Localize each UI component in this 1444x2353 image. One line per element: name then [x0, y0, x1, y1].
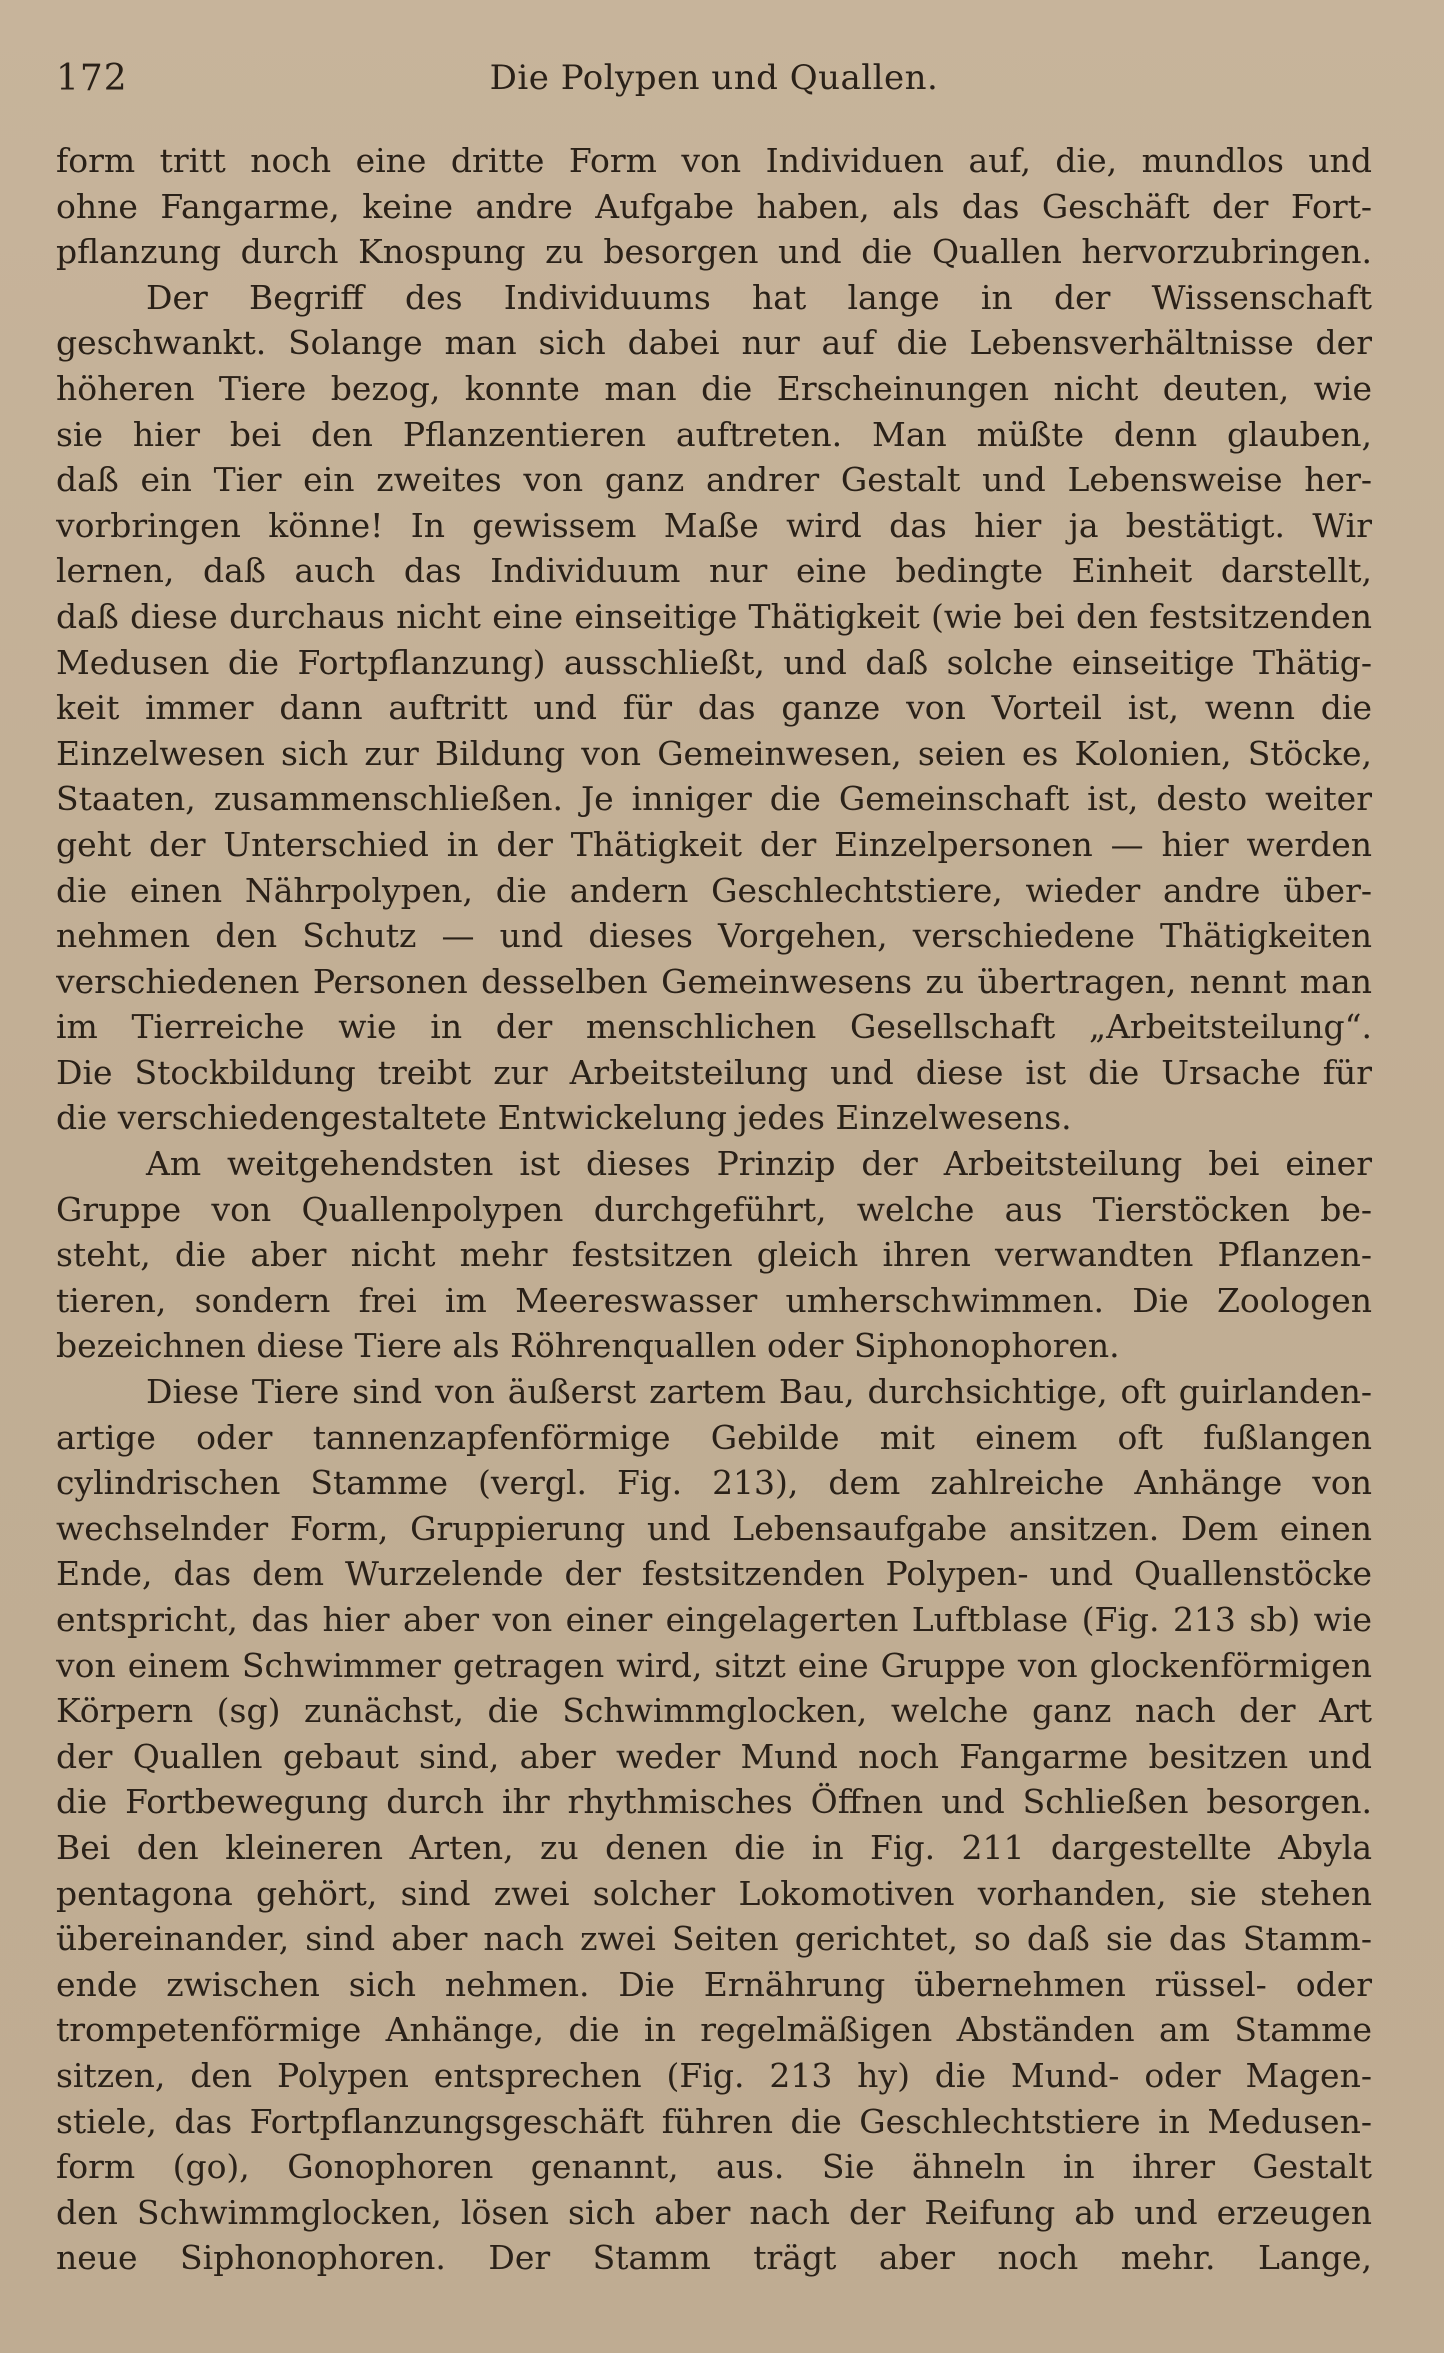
- text-line: cylindrischen Stamme (vergl. Fig. 213), dem zahlreiche Anhänge von: [56, 1463, 1372, 1503]
- text-line: der Quallen gebaut sind, aber weder Mund noch Fangarme besitzen und: [56, 1736, 1372, 1776]
- text-line: artige oder tannenzapfenförmige Gebilde mit einem oft fußlangen: [56, 1417, 1372, 1457]
- text-line: entspricht, das hier aber von einer eingelagerten Luftblase (Fig. 213 sb) wie: [56, 1600, 1372, 1639]
- text-line: Ende, das dem Wurzelende der festsitzenden Polypen- und Quallenstöcke: [56, 1554, 1372, 1594]
- text-line: tieren, sondern frei im Meereswasser umherschwimmen. Die Zoologen: [56, 1280, 1372, 1320]
- text-line: Diese Tiere sind von äußerst zartem Bau, durchsichtige, oft guirlanden-: [146, 1372, 1372, 1412]
- text-line: bezeichnen diese Tiere als Röhrenquallen oder Siphonophoren.: [56, 1326, 1120, 1366]
- text-line: keit immer dann auftritt und für das ganze von Vorteil ist, wenn die: [56, 688, 1372, 728]
- text-line: nehmen den Schutz — und dieses Vorgehen, verschiedene Thätigkeiten: [56, 916, 1372, 956]
- text-line: Körpern (sg) zunächst, die Schwimmglocken, welche ganz nach der Art: [56, 1691, 1372, 1731]
- text-line: neue Siphonophoren. Der Stamm trägt aber noch mehr. Lange,: [56, 2238, 1372, 2278]
- text-line: von einem Schwimmer getragen wird, sitzt eine Gruppe von glockenförmigen: [56, 1645, 1372, 1685]
- text-line: den Schwimmglocken, lösen sich aber nach der Reifung ab und erzeugen: [56, 2192, 1372, 2232]
- text-line: die verschiedengestaltete Entwickelung jedes Einzelwesens.: [56, 1098, 1072, 1138]
- text-line: die Fortbewegung durch ihr rhythmisches Öffnen und Schließen besorgen.: [56, 1782, 1372, 1822]
- running-head: Die Polypen und Quallen.: [489, 58, 939, 98]
- text-line: wechselnder Form, Gruppierung und Lebensaufgabe ansitzen. Dem einen: [56, 1508, 1372, 1548]
- text-line: form (go), Gonophoren genannt, aus. Sie ähneln in ihrer Gestalt: [56, 2147, 1372, 2187]
- text-line: steht, die aber nicht mehr festsitzen gleich ihren verwandten Pflanzen-: [56, 1235, 1372, 1275]
- text-line: Am weitgehendsten ist dieses Prinzip der Arbeitsteilung bei einer: [146, 1144, 1372, 1184]
- text-line: geht der Unterschied in der Thätigkeit der Einzelpersonen — hier werden: [56, 824, 1372, 864]
- page-header: [56, 58, 1372, 108]
- text-line: sitzen, den Polypen entsprechen (Fig. 213 hy) die Mund- oder Magen-: [56, 2055, 1372, 2095]
- text-line: ende zwischen sich nehmen. Die Ernährung übernehmen rüssel- oder: [56, 1964, 1372, 2004]
- text-line: lernen, daß auch das Individuum nur eine bedingte Einheit darstellt,: [56, 551, 1372, 591]
- text-line: daß diese durchaus nicht eine einseitige Thätigkeit (wie bei den festsitzenden: [56, 596, 1372, 636]
- text-line: Bei den kleineren Arten, zu denen die in Fig. 211 dargestellte Abyla: [56, 1827, 1372, 1867]
- page-number: 172: [56, 58, 128, 99]
- text-line: daß ein Tier ein zweites von ganz andrer Gestalt und Lebensweise her-: [56, 460, 1372, 500]
- text-line: pflanzung durch Knospung zu besorgen und die Quallen hervorzubringen.: [56, 232, 1372, 272]
- text-line: im Tierreiche wie in der menschlichen Gesellschaft „Arbeitsteilung“.: [56, 1007, 1372, 1047]
- text-line: ohne Fangarme, keine andre Aufgabe haben, als das Geschäft der Fort-: [56, 186, 1372, 226]
- text-line: höheren Tiere bezog, konnte man die Erscheinungen nicht deuten, wie: [56, 368, 1372, 408]
- text-line: Einzelwesen sich zur Bildung von Gemeinwesen, seien es Kolonien, Stöcke,: [56, 733, 1372, 773]
- text-line: geschwankt. Solange man sich dabei nur auf die Lebensverhältnisse der: [56, 323, 1372, 363]
- body-text: [56, 138, 1372, 2281]
- text-line: trompetenförmige Anhänge, die in regelmäßigen Abständen am Stamme: [56, 2010, 1372, 2050]
- text-line: Medusen die Fortpflanzung) ausschließt, und daß solche einseitige Thätig-: [56, 642, 1372, 682]
- text-line: Gruppe von Quallenpolypen durchgeführt, welche aus Tierstöcken be-: [56, 1189, 1372, 1229]
- text-line: übereinander, sind aber nach zwei Seiten gerichtet, so daß sie das Stamm-: [56, 1919, 1372, 1959]
- text-line: die einen Nährpolypen, die andern Geschlechtstiere, wieder andre über-: [56, 870, 1372, 910]
- text-line: Staaten, zusammenschließen. Je inniger die Gemeinschaft ist, desto weiter: [56, 779, 1372, 819]
- text-line: stiele, das Fortpflanzungsgeschäft führen die Geschlechtstiere in Medusen-: [56, 2101, 1372, 2141]
- text-line: vorbringen könne! In gewissem Maße wird das hier ja bestätigt. Wir: [56, 505, 1372, 545]
- text-line: pentagona gehört, sind zwei solcher Lokomotiven vorhanden, sie stehen: [56, 1873, 1372, 1913]
- text-line: sie hier bei den Pflanzentieren auftreten. Man müßte denn glauben,: [56, 414, 1372, 454]
- text-line: verschiedenen Personen desselben Gemeinwesens zu übertragen, nennt man: [56, 961, 1372, 1001]
- text-line: Der Begriff des Individuums hat lange in der Wissenschaft: [146, 277, 1372, 317]
- text-line: Die Stockbildung treibt zur Arbeitsteilung und diese ist die Ursache für: [56, 1052, 1372, 1092]
- text-line: form tritt noch eine dritte Form von Individuen auf, die, mundlos und: [56, 141, 1372, 180]
